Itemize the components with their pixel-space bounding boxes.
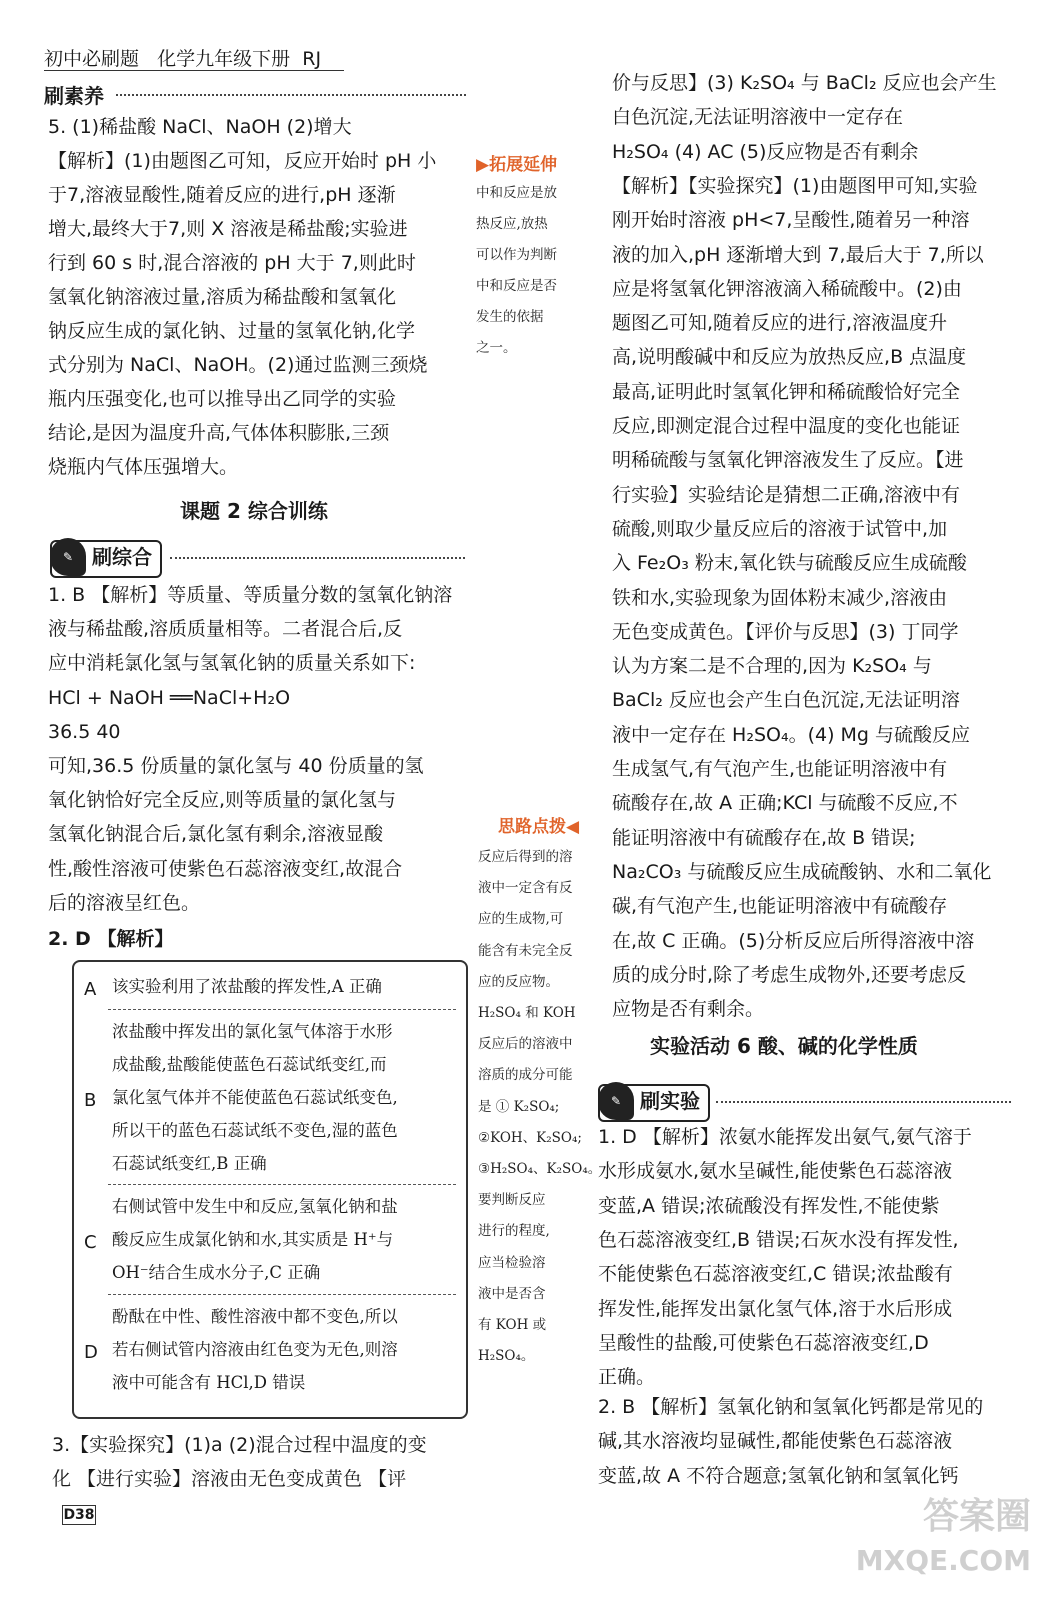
question-2-head: 2. D 【解析】 bbox=[48, 928, 174, 950]
table-row-separator bbox=[108, 1294, 456, 1295]
watermark: 答案圈 MXQE.COM bbox=[855, 1496, 1031, 1577]
note2-line: ②KOH、K₂SO₄; bbox=[478, 1129, 582, 1146]
right-line: 在,故 C 正确。(5)分析反应后所得溶液中溶 bbox=[612, 929, 975, 952]
edition-label: RJ bbox=[302, 48, 322, 70]
note2-line: 有 KOH 或 bbox=[478, 1317, 547, 1333]
right-line: 硫酸存在,故 A 正确;KCl 与硫酸不反应,不 bbox=[612, 792, 958, 815]
table-row-label: A bbox=[84, 978, 97, 1000]
note2-line: 反应后的溶液中 bbox=[478, 1036, 573, 1053]
note1-line: 可以作为判断 bbox=[476, 247, 557, 263]
right-q1-line: 变蓝,A 错误;浓硫酸没有挥发性,不能使紫 bbox=[598, 1194, 940, 1217]
note2-line: 液中一定含有反 bbox=[478, 880, 573, 897]
q1-line: 1. B 【解析】等质量、等质量分数的氢氧化钠溶 bbox=[48, 584, 453, 606]
note1-line: 中和反应是否 bbox=[476, 278, 557, 294]
q5-line: 式分别为 NaCl、NaOH。(2)通过监测三颈烧 bbox=[48, 354, 428, 376]
note2-line: H₂SO₄ 和 KOH bbox=[478, 1005, 576, 1021]
right-q2-line: 2. B 【解析】氢氧化钠和氢氧化钙都是常见的 bbox=[598, 1396, 984, 1418]
topic-title: 课题 2 综合训练 bbox=[180, 499, 328, 523]
badge-comprehensive: ✎ 刷综合 bbox=[50, 540, 162, 578]
right-line: 入 Fe₂O₃ 粉末,氧化铁与硫酸反应生成硫酸 bbox=[612, 552, 967, 575]
right-line: 硫酸,则取少量反应后的溶液于试管中,加 bbox=[612, 517, 948, 540]
note1-line: 之一。 bbox=[476, 340, 517, 356]
table-row-separator bbox=[108, 1009, 456, 1010]
table-cell-line: 成盐酸,盐酸能使蓝色石蕊试纸变红,而 bbox=[112, 1055, 387, 1074]
q5-line: 于7,溶液显酸性,随着反应的进行,pH 逐渐 bbox=[48, 184, 396, 206]
right-line: 液的加入,pH 逐渐增大到 7,最后大于 7,所以 bbox=[612, 243, 984, 266]
right-line: Na₂CO₃ 与硫酸反应生成硫酸钠、水和二氧化 bbox=[612, 860, 992, 883]
note2-line: 液中是否含 bbox=[478, 1285, 546, 1302]
right-line: 应是将氢氧化钾溶液滴入稀硫酸中。(2)由 bbox=[612, 277, 962, 300]
pencil-icon: ✎ bbox=[50, 538, 86, 576]
right-q1-line: 呈酸性的盐酸,可使紫色石蕊溶液变红,D bbox=[598, 1331, 929, 1354]
right-line: 高,说明酸碱中和反应为放热反应,B 点温度 bbox=[612, 346, 967, 369]
right-line: BaCl₂ 反应也会产生白色沉淀,无法证明溶 bbox=[612, 689, 960, 712]
right-q1-line: 色石蕊溶液变红,B 错误;石灰水没有挥发性, bbox=[598, 1228, 959, 1251]
table-cell-line: 氯化氢气体并不能使蓝色石蕊试纸变色, bbox=[112, 1088, 398, 1107]
q5-line: 增大,最终大于7,则 X 溶液是稀盐酸;实验进 bbox=[48, 218, 408, 240]
right-line: 行实验】实验结论是猜想二正确,溶液中有 bbox=[612, 483, 961, 506]
header-rule bbox=[44, 70, 344, 71]
note2-line: H₂SO₄。 bbox=[478, 1348, 535, 1365]
section-label: 刷素养 bbox=[44, 84, 104, 108]
running-header bbox=[44, 44, 321, 71]
q1-line: 后的溶液呈红色。 bbox=[48, 891, 201, 914]
table-cell-line: 酸反应生成氯化钠和水,其实质是 H⁺与 bbox=[112, 1230, 394, 1249]
right-line: 最高,证明此时氢氧化钾和稀硫酸恰好完全 bbox=[612, 380, 961, 403]
q5-line: 结论,是因为温度升高,气体体积膨胀,三颈 bbox=[48, 422, 390, 444]
right-line: 【解析】【实验探究】(1)由题图甲可知,实验 bbox=[612, 174, 978, 197]
right-line: 价与反思】(3) K₂SO₄ 与 BaCl₂ 反应也会产生 bbox=[612, 72, 997, 94]
pencil-icon: ✎ bbox=[598, 1082, 634, 1120]
q1-line: 应中消耗氯化氢与氢氧化钠的质量关系如下: bbox=[48, 652, 416, 675]
note2-line: 进行的程度, bbox=[478, 1223, 550, 1240]
q5-line: 5. (1)稀盐酸 NaCl、NaOH (2)增大 bbox=[48, 116, 352, 138]
right-q1-line: 正确。 bbox=[598, 1366, 656, 1389]
q1-line: 氧化钠恰好完全反应,则等质量的氯化氢与 bbox=[48, 789, 397, 812]
note2-line: 溶质的成分可能 bbox=[478, 1067, 573, 1084]
right-q1-line: 不能使紫色石蕊溶液变红,C 错误;浓盐酸有 bbox=[598, 1263, 953, 1286]
q1-line: HCl + NaOH ══NaCl+H₂O bbox=[48, 686, 291, 709]
table-cell-line: 所以干的蓝色石蕊试纸不变色,湿的蓝色 bbox=[112, 1121, 398, 1140]
badge-dotted-rule bbox=[170, 557, 465, 559]
note2-line: 应的反应物。 bbox=[478, 973, 559, 990]
note1-line: 热反应,放热 bbox=[476, 216, 548, 232]
right-line: 能证明溶液中有硫酸存在,故 B 错误; bbox=[612, 826, 916, 849]
table-cell-line: 右侧试管中发生中和反应,氢氧化钠和盐 bbox=[112, 1197, 398, 1216]
q5-line: 行到 60 s 时,混合溶液的 pH 大于 7,则此时 bbox=[48, 252, 416, 274]
q5-line: 氢氧化钠溶液过量,溶质为稀盐酸和氢氧化 bbox=[48, 286, 397, 308]
right-line: 应物是否有剩余。 bbox=[612, 998, 765, 1021]
right-q1-line: 水形成氨水,氨水呈碱性,能使紫色石蕊溶液 bbox=[598, 1160, 953, 1183]
table-row-separator bbox=[108, 1184, 456, 1185]
note2-line: 应的生成物,可 bbox=[478, 911, 564, 928]
q5-line: 【解析】(1)由题图乙可知，反应开始时 pH 小 bbox=[48, 150, 437, 172]
note2-line: 是 ① K₂SO₄; bbox=[478, 1098, 560, 1115]
right-line: 质的成分时,除了考虑生成物外,还要考虑反 bbox=[612, 963, 967, 986]
table-cell-line: 若右侧试管内溶液由红色变为无色,则溶 bbox=[112, 1340, 398, 1359]
right-line: H₂SO₄ (4) AC (5)反应物是否有剩余 bbox=[612, 140, 919, 163]
section-dotted-rule bbox=[116, 94, 466, 96]
table-row-label: B bbox=[84, 1089, 97, 1111]
q1-line: 氢氧化钠混合后,氯化氢有剩余,溶液显酸 bbox=[48, 823, 384, 846]
right-line: 刚开始时溶液 pH<7,呈酸性,随着另一种溶 bbox=[612, 209, 970, 232]
sidebar-note2-title: 思路点拨◀ bbox=[498, 817, 580, 837]
table-row-label: C bbox=[84, 1231, 97, 1253]
page-number: D38 bbox=[63, 1507, 95, 1523]
right-line: 液中一定存在 H₂SO₄。(4) Mg 与硫酸反应 bbox=[612, 723, 971, 746]
q5-line: 烧瓶内气体压强增大。 bbox=[48, 456, 239, 478]
q5-line: 瓶内压强变化,也可以推导出乙同学的实验 bbox=[48, 388, 397, 410]
table-row-label: D bbox=[84, 1341, 98, 1363]
right-line: 铁和水,实验现象为固体粉末减少,溶液由 bbox=[612, 586, 948, 609]
note2-line: ③H₂SO₄、K₂SO₄。 bbox=[478, 1161, 602, 1177]
note2-line: 应当检验溶 bbox=[478, 1254, 546, 1271]
right-line: 反应,即测定混合过程中温度的变化也能证 bbox=[612, 415, 961, 437]
table-cell-line: 浓盐酸中挥发出的氯化氢气体溶于水形 bbox=[112, 1022, 393, 1041]
badge-experiment: ✎ 刷实验 bbox=[598, 1084, 710, 1122]
table-cell-line: 该实验利用了浓盐酸的挥发性,A 正确 bbox=[112, 977, 382, 996]
right-line: 生成氢气,有气泡产生,也能证明溶液中有 bbox=[612, 758, 948, 780]
right-line: 明稀硫酸与氢氧化钾溶液发生了反应。【进 bbox=[612, 449, 964, 472]
q1-line: 可知,36.5 份质量的氯化氢与 40 份质量的氢 bbox=[48, 755, 424, 777]
q1-line: 36.5 40 bbox=[48, 720, 121, 743]
right-q2-line: 变蓝,故 A 不符合题意;氢氧化钠和氢氧化钙 bbox=[598, 1464, 959, 1487]
right-q1-line: 1. D 【解析】浓氨水能挥发出氨气,氨气溶于 bbox=[598, 1126, 972, 1148]
note2-line: 反应后得到的溶 bbox=[478, 849, 573, 865]
right-line: 碳,有气泡产生,也能证明溶液中有硫酸存 bbox=[612, 895, 948, 918]
right-q2-line: 碱,其水溶液均显碱性,都能使紫色石蕊溶液 bbox=[598, 1430, 953, 1453]
note1-line: 发生的依据 bbox=[476, 309, 544, 325]
table-cell-line: OH⁻结合生成水分子,C 正确 bbox=[112, 1263, 321, 1282]
table-cell-line: 酚酞在中性、酸性溶液中都不变色,所以 bbox=[112, 1307, 398, 1326]
table-cell-line: 石蕊试纸变红,B 正确 bbox=[112, 1154, 267, 1173]
book-title: 初中必刷题 bbox=[44, 48, 140, 70]
right-line: 认为方案二是不合理的,因为 K₂SO₄ 与 bbox=[612, 655, 932, 678]
note2-line: 能含有未完全反 bbox=[478, 942, 573, 959]
q1-line: 液与稀盐酸,溶质质量相等。二者混合后,反 bbox=[48, 618, 403, 641]
activity-title: 实验活动 6 酸、碱的化学性质 bbox=[650, 1034, 918, 1058]
right-q1-line: 挥发性,能挥发出氯化氢气体,溶于水后形成 bbox=[598, 1297, 953, 1320]
subject-title: 化学九年级下册 bbox=[157, 48, 291, 70]
q5-line: 钠反应生成的氯化钠、过量的氢氧化钠,化学 bbox=[48, 320, 416, 342]
sidebar-note1-title: ▶拓展延伸 bbox=[476, 155, 558, 175]
q3-line: 3.【实验探究】(1)a (2)混合过程中温度的变 bbox=[52, 1434, 427, 1456]
q1-line: 性,酸性溶液可使紫色石蕊溶液变红,故混合 bbox=[48, 857, 403, 880]
right-line: 题图乙可知,随着反应的进行,溶液温度升 bbox=[612, 312, 948, 335]
note1-line: 中和反应是放 bbox=[476, 185, 557, 201]
q3-line: 化 【进行实验】溶液由无色变成黄色 【评 bbox=[52, 1468, 407, 1490]
table-cell-line: 液中可能含有 HCl,D 错误 bbox=[112, 1373, 306, 1392]
right-line: 无色变成黄色。【评价与反思】(3) 丁同学 bbox=[612, 620, 959, 643]
note2-line: 要判断反应 bbox=[478, 1192, 546, 1209]
badge-dotted-rule-right bbox=[716, 1101, 1011, 1103]
right-line: 白色沉淀,无法证明溶液中一定存在 bbox=[612, 106, 904, 129]
